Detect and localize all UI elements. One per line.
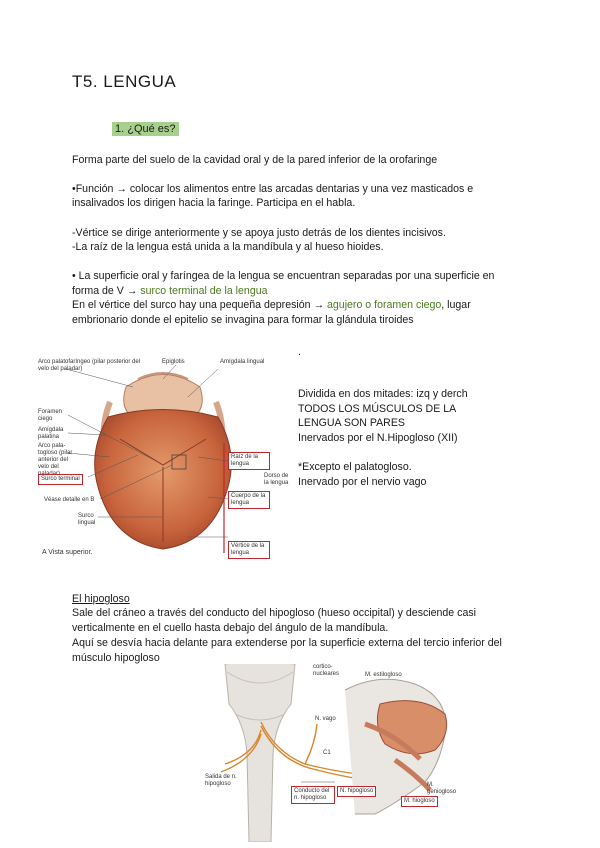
label-m-geniogloso: M. geniogloso (427, 782, 457, 795)
side-note-1: Dividida en dos mitades: izq y derch (298, 388, 468, 400)
label-estilogloso: M. estilogloso (365, 672, 402, 678)
label-raiz-lengua: Raíz de la lengua (228, 452, 270, 470)
label-arco-palatofaringeo: Arco palatofaríngeo (pilar posterior del velo del paladar) (38, 359, 141, 372)
superficie-line-1: • La superficie oral y faríngea de la lengua se encuentran separadas por una superficie en (72, 270, 495, 282)
side-note-4: Inervados por el N.Hipogloso (XII) (298, 432, 458, 444)
label-amigdala-palatina: Amígdala palatina (38, 427, 64, 440)
label-foramen-ciego: Foramen ciego (38, 409, 63, 422)
label-conducto-hipogloso: Conducto del n. hipogloso (291, 786, 335, 804)
hypoglossal-illustration (205, 664, 465, 842)
side-note-5: *Excepto el palatogloso. (298, 461, 412, 473)
label-nervio-vago: N. vago (315, 716, 336, 722)
label-cuerpo-lengua: Cuerpo de la lengua (228, 491, 270, 509)
label-epiglotis: Epiglotis (162, 359, 185, 365)
superficie-text: forma de V → (72, 285, 141, 297)
surco-terminal-term: surco terminal de la lengua (140, 285, 268, 297)
label-amigdala-lingual: Amígdala lingual (220, 359, 265, 365)
label-vertice-lengua: Vértice de la lengua (228, 541, 270, 559)
section-heading: 1. ¿Qué es? (112, 122, 179, 136)
label-vease-detalle: Véase detalle en B (44, 497, 95, 503)
label-dorso-lengua: Dorso de la lengua (264, 473, 289, 486)
superficie-line-3 (72, 298, 471, 312)
vertice-line: -Vértice se dirige anteriormente y se apoya justo detrás de los dientes incisivos. (72, 227, 446, 239)
hipogloso-line-1: Sale del cráneo a través del conducto del hipogloso (hueso occipital) y desciende casi (72, 607, 476, 619)
foramen-ciego-term: agujero o foramen ciego (327, 299, 442, 311)
funcion-line-2: insalivados los dirigen hacia la faringe. Participa en el habla. (72, 197, 356, 209)
superficie-line-4: embrionario donde el epitelio se invagina para formar la glándula tiroides (72, 314, 414, 326)
page-title: T5. LENGUA (72, 72, 177, 91)
label-c1: C1 (323, 750, 331, 756)
label-m-hiogloso: M. hiogloso (401, 796, 438, 807)
label-surco-lingual: Surco lingual (78, 513, 96, 526)
label-arco-palatogloso: Arco pala-togloso (pilar anterior del velo del (38, 443, 73, 470)
hipogloso-line-4: músculo hipogloso (72, 652, 160, 664)
superficie-line-2 (72, 284, 268, 298)
hipogloso-line-2: verticalmente en el cuello hasta debajo del ángulo de la mandíbula. (72, 622, 389, 634)
side-note-6: Inervado por el nervio vago (298, 476, 427, 488)
label-n-hipogloso: N. hipogloso (337, 786, 376, 797)
hypoglossal-figure (205, 664, 465, 842)
funcion-line-1: •Función → colocar los alimentos entre las arcadas dentarias y una vez masticados e (72, 183, 474, 195)
figure-caption: A Vista superior. (42, 549, 93, 556)
hipogloso-line-3: Aquí se desvía hacia delante para extenderse por la superficie externa del tercio inferior del (72, 637, 502, 649)
stray-dot: . (298, 346, 301, 358)
label-surco-terminal: Surco terminal (38, 474, 83, 485)
definition: Forma parte del suelo de la cavidad oral y de la pared inferior de la orofaringe (72, 154, 438, 166)
label-salida-hipogloso: Salida de n. hipogloso (205, 774, 237, 787)
label-cortico-nucleares: cortico-nucleares (313, 664, 340, 677)
side-note-2: TODOS LOS MÚSCULOS DE LA (298, 403, 457, 415)
raiz-line: -La raíz de la lengua está unida a la mandíbula y al hueso hioides. (72, 241, 384, 253)
superficie-text-3: , lugar (441, 299, 471, 311)
superficie-text-2: En el vértice del surco hay una pequeña depresión → (72, 299, 328, 311)
tongue-figure (38, 357, 288, 557)
side-note-3: LENGUA SON PARES (298, 417, 405, 429)
hipogloso-title: El hipogloso (72, 593, 130, 605)
